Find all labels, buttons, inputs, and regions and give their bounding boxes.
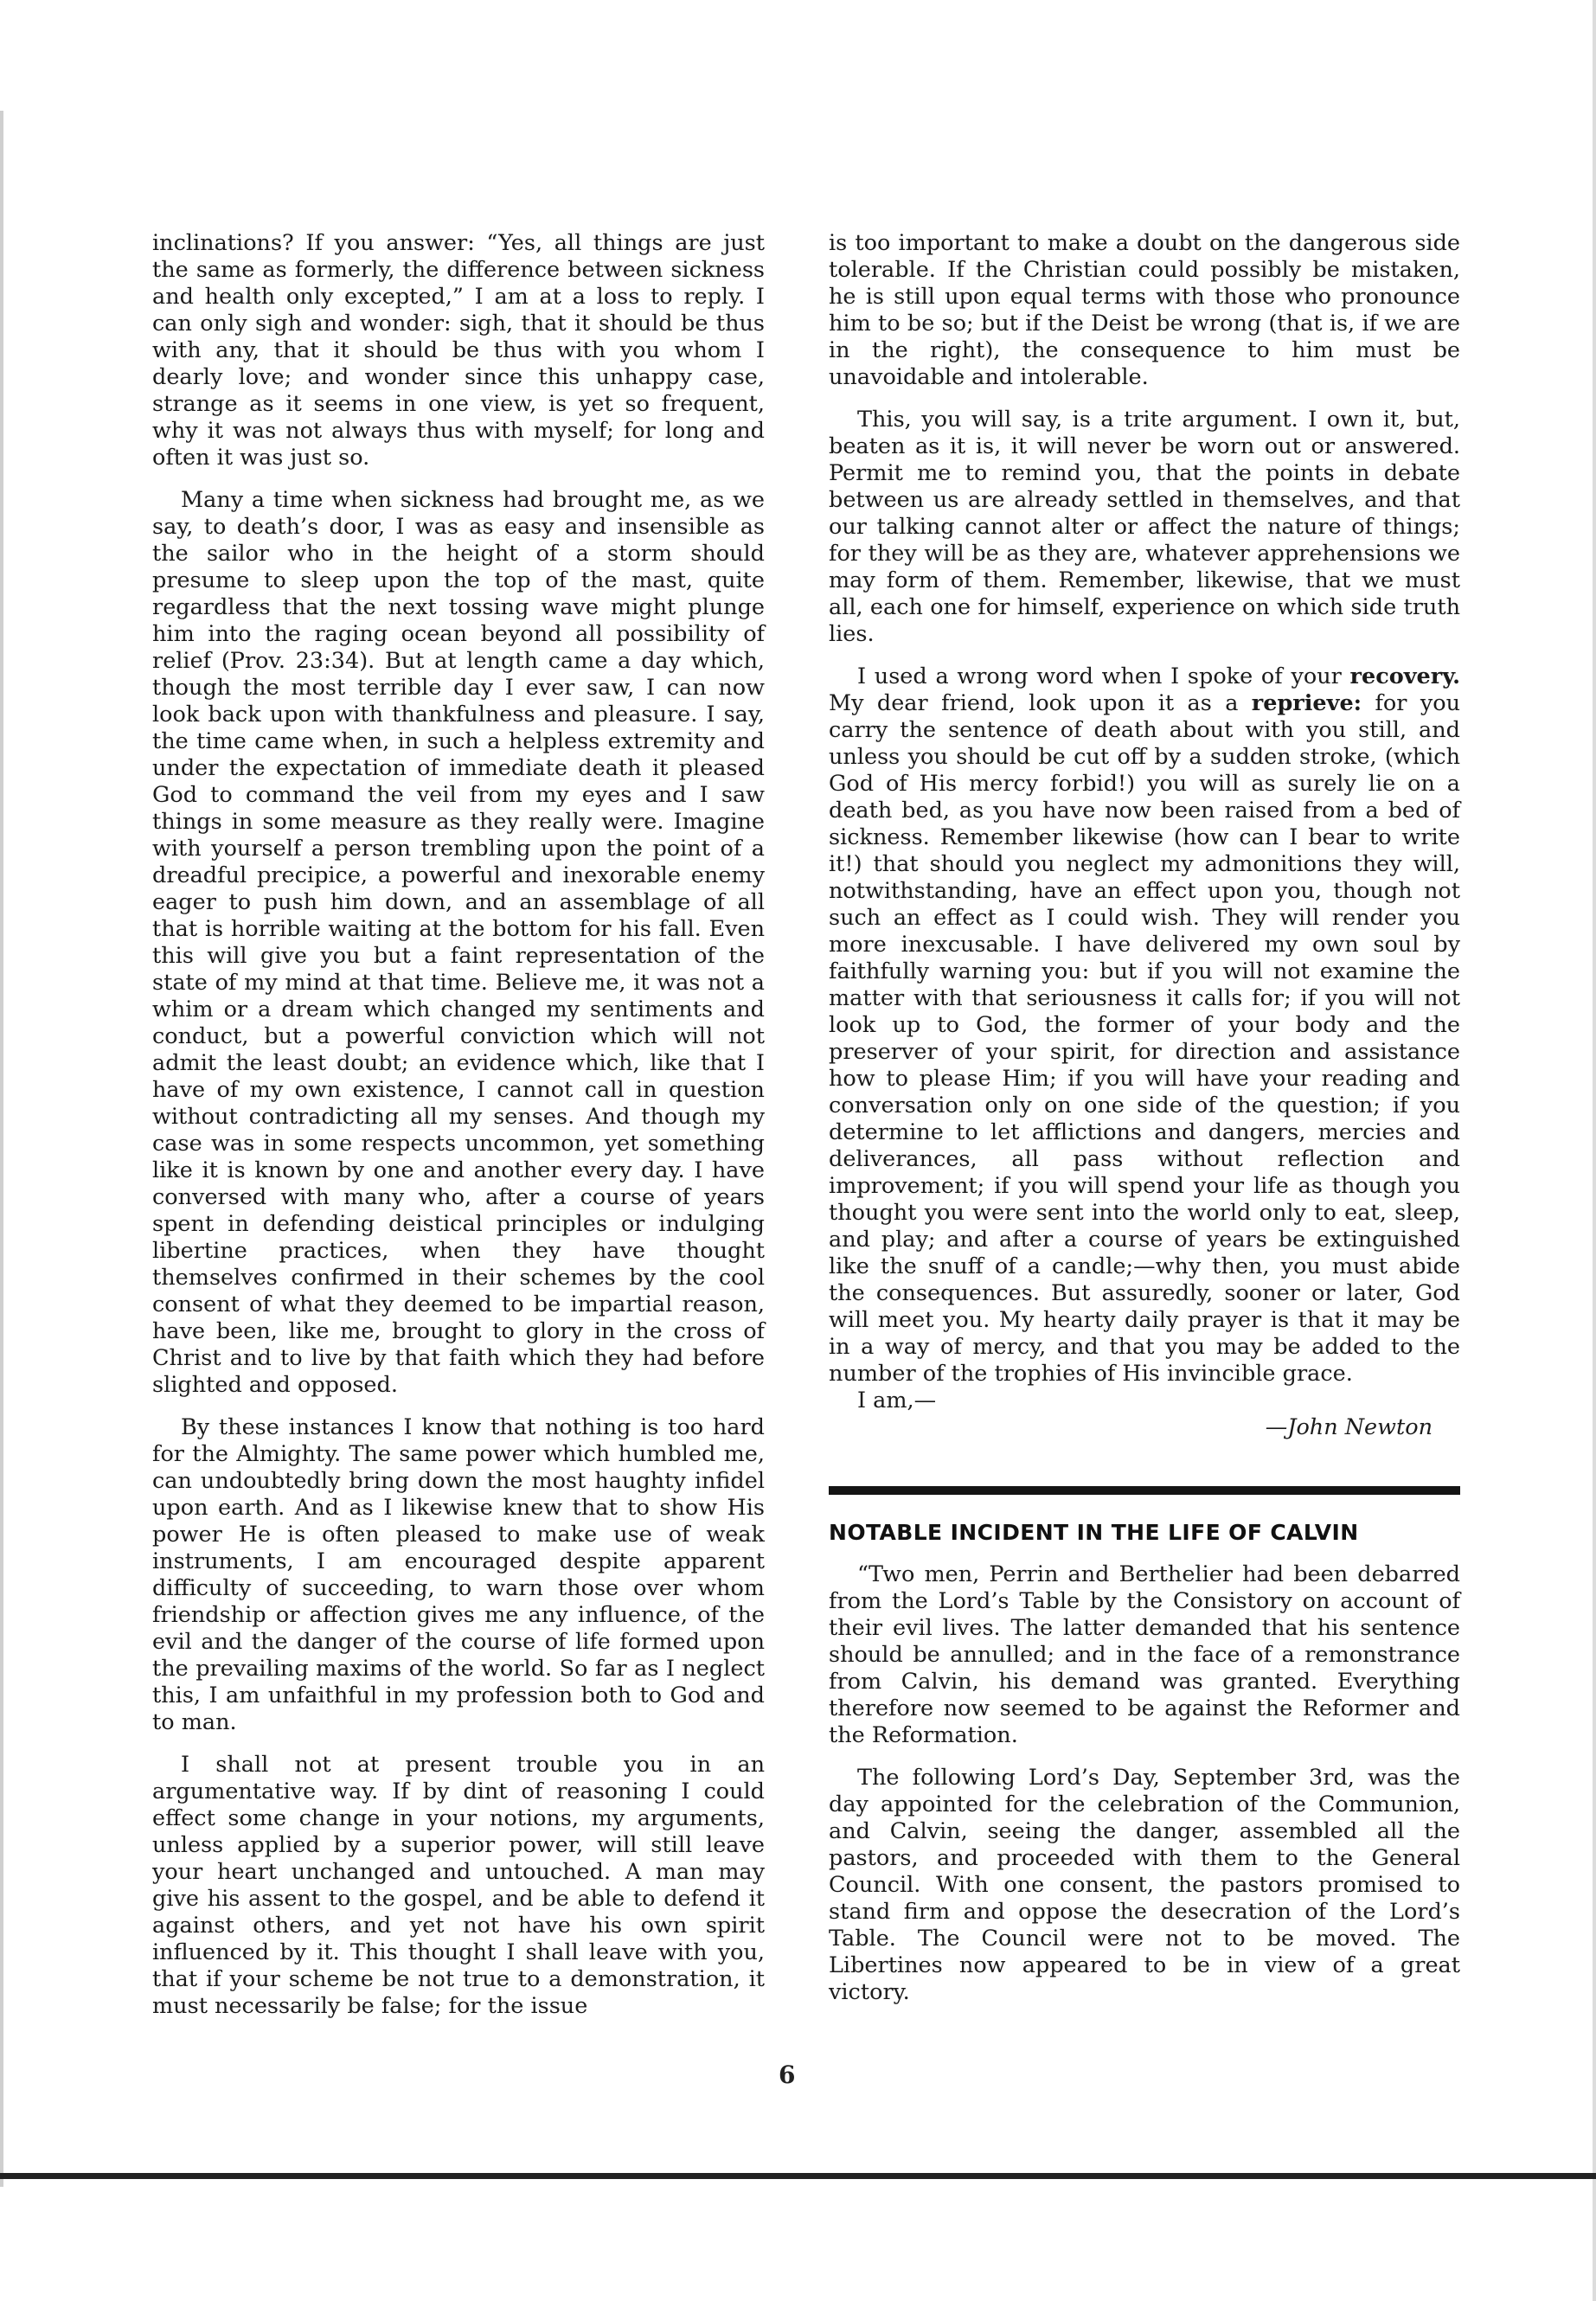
page-bottom-edge: [0, 2173, 1596, 2179]
paragraph: “Two men, Perrin and Berthelier had been debarred from the Lord’s Table by the Consistory on account of their evil lives. The latter demanded that his sentence should be annulled; and in the face of a remonstrance from Calvin, his demand was granted. Everything therefore now seemed to be against the Reformer and the Reformation.: [829, 1561, 1460, 1748]
recovery-paragraph: [829, 663, 1460, 1388]
signature: —John Newton: [1265, 1414, 1433, 1440]
right-column: [829, 230, 1460, 2022]
letter-closing: I am,—: [857, 1388, 937, 1413]
page-number: 6: [779, 2061, 796, 2089]
text-run: I used a wrong word when I spoke of your: [857, 663, 1350, 689]
bold-word-recovery: recovery.: [1349, 663, 1460, 689]
scan-left-edge: [0, 111, 3, 2187]
paragraph: This, you will say, is a trite argument. I own it, but, beaten as it is, it will never be worn out or answered. Permit me to remind you, that the points in debate between us are already settled in themselves, and that our talking cannot alter or affect the nature of things; for they will be as they are, whatever apprehensions we may form of them. Remember, likewise, that we must all, each one for himself, experience on which side truth lies.: [829, 407, 1460, 647]
text-run: My dear friend, look upon it as a: [829, 690, 1252, 716]
paragraph: I shall not at present trouble you in an argumentative way. If by dint of reasoning I could effect some change in your notions, my arguments, unless applied by a superior power, will still leave your heart unchanged and untouched. A man may give his assent to the gospel, and be able to defend it against others, and yet not have his own spirit influenced by it. This thought I shall leave with you, that if your scheme be not true to a demonstration, it must necessarily be false; for the issue: [152, 1752, 765, 2019]
paragraph: By these instances I know that nothing is too hard for the Almighty. The same power which humbled me, can undoubtedly bring down the most haughty infidel upon earth. And as I likewise knew that to show His power He is often pleased to make use of weak instruments, I am encouraged despite apparent difficulty of succeeding, to warn those over whom friendship or affection gives me any influence, of the evil and the danger of the course of life formed upon the prevailing maxims of the world. So far as I neglect this, I am unfaithful in my profession both to God and to man.: [152, 1414, 765, 1735]
text-run: for you carry the sentence of death about with you still, and unless you should be cut off by a sudden stroke, (which God of His mercy forbid!) you will as surely lie on a death bed, as you have now been raised from a bed of sickness. Remember likewise (how can I bear to write it!) that should you neglect my admonitions they will, notwithstanding, have an effect upon you, though not such an effect as I could wish. They will render you more inexcusable. I have delivered my own soul by faithfully warning you: but if you will not examine the matter with that seriousness it calls for; if you will not look up to God, the former of your body and the preserver of your spirit, for direction and assistance how to please Him; if you will have your reading and conversation only on one side of the question; if you determine to let afflictions and dangers, mercies and deliverances, all pass without reflection and improvement; if you will spend your life as though you thought you were sent into the world only to eat, sleep, and play; and after a course of years be extinguished like the snuff of a candle;—why then, you must abide the consequences. But assuredly, sooner or later, God will meet you. My hearty daily prayer is that it may be in a way of mercy, and that you may be added to the number of the trophies of His invincible grace.: [829, 690, 1461, 1387]
scan-right-edge: [1593, 0, 1596, 2301]
paragraph: Many a time when sickness had brought me, as we say, to death’s door, I was as easy and insensible as the sailor who in the height of a storm should presume to sleep upon the top of the mast, quite regardless that the next tossing wave might plunge him into the raging ocean beyond all possibility of relief (Prov. 23:34). But at length came a day which, though the most terrible day I ever saw, I can now look back upon with thankfulness and pleasure. I say, the time came when, in such a helpless extremity and under the expectation of immediate death it pleased God to command the veil from my eyes and I saw things in some measure as they really were. Imagine with yourself a person trembling upon the point of a dreadful precipice, a powerful and inexorable enemy eager to push him down, and an assemblage of all that is horrible waiting at the bottom for his fall. Even this will give you but a faint representation of the state of my mind at that time. Believe me, it was not a whim or a dream which changed my sentiments and conduct, but a powerful conviction which will not admit the least doubt; an evidence which, like that I have of my own existence, I cannot call in question without contradicting all my senses. And though my case was in some respects uncommon, yet something like it is known by one and another every day. I have conversed with many who, after a course of years spent in defending deistical principles or indulging libertine practices, when they have thought themselves confirmed in their schemes by the cool consent of what they deemed to be impartial reason, have been, like me, brought to glory in the cross of Christ and to live by that faith which they had before slighted and opposed.: [152, 487, 765, 1398]
section-heading: NOTABLE INCIDENT IN THE LIFE OF CALVIN: [829, 1520, 1359, 1545]
paragraph: is too important to make a doubt on the dangerous side tolerable. If the Christian could possibly be mistaken, he is still upon equal terms with those who pronounce him to be so; but if the Deist be wrong (that is, if we are in the right), the consequence to him must be unavoidable and intolerable.: [829, 230, 1460, 390]
paragraph: inclinations? If you answer: “Yes, all things are just the same as formerly, the difference between sickness and health only excepted,” I am at a loss to reply. I can only sigh and wonder: sigh, that it should be thus with any, that it should be thus with you whom I dearly love; and wonder since this unhappy case, strange as it seems in one view, is yet so frequent, why it was not always thus with myself; for long and often it was just so.: [152, 230, 765, 471]
bold-word-reprieve: reprieve:: [1251, 690, 1362, 716]
section-divider: [829, 1486, 1460, 1495]
paragraph: The following Lord’s Day, September 3rd, was the day appointed for the celebration of the Communion, and Calvin, seeing the danger, assembled all the pastors, and proceeded with them to the General Council. With one consent, the pastors promised to stand firm and oppose the desecration of the Lord’s Table. The Council were not to be moved. The Libertines now appeared to be in view of a great victory.: [829, 1765, 1460, 2005]
left-column: [152, 230, 765, 2035]
